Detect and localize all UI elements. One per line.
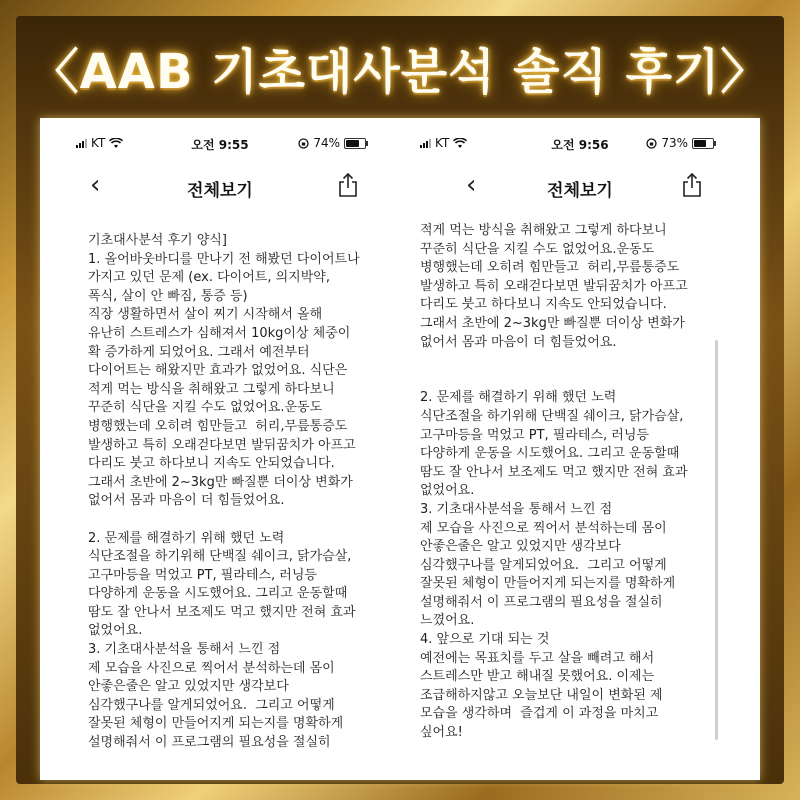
back-button[interactable]: ‹ [90,170,101,200]
review-text: 기초대사분석 후기 양식] 1. 올어바웃바디를 만나기 전 해봤던 다이어트나 가지고 있던 문제 (ex. 다이어트, 의지박약, 폭식, 살이 안 빠짐, 통증 등) 직장 생활하면서 살이 찌기 시작해서 올해 유난히 스트레스가 심해져서 10kg이상 체중이 확 증가하게 되었어요. 그래서 예전부터 다이어트는 해왔지만 효과가 없었어요. 식단은 적게 먹는 방식을 취해왔고 그렇게 하다보니 꾸준히 식단을 지킬 수도 없었어요.운동도 병행했는데 오히려 힘만들고 허리,무릎통증도 발생하고 특히 오래걷다보면 발뒤꿈치가 아프고 다리도 붓고 하다보니 지속도 안되었습니다. 그래서 초반에 2~3kg만 빠질뿐 더이상 변화가 없어서 몸과 마음이 더 힘들었어요. 2. 문제를 해결하기 위해 했던 노력 식단조절을 하기위해 단백질 쉐이크, 닭가슴살, 고구마등을 먹었고 PT, 필라테스, 러닝등 다양하게 운동을 시도했어요. 그리고 운동할때 땀도 잘 안나서 보조제도 먹고 했지만 전혀 효과 없었어요. 3. 기초대사분석을 통해서 느낀 점 제 모습을 사진으로 찍어서 분석하는데 몸이 안좋은줄은 알고 있었지만 생각보다 심각했구나를 알게되었어요. 그리고 어떻게 잘못된 체형이 만들어지게 되는지를 명확하게 설명해줘서 이 프로그램의 필요성을 절실히 [88,233,360,751]
page-title: 전체보기 [547,181,613,201]
review-text: 적게 먹는 방식을 취해왔고 그렇게 하다보니 꾸준히 식단을 지킬 수도 없었어요.운동도 병행했는데 오히려 힘만들고 허리,무릎통증도 발생하고 특히 오래걷다보면 발뒤꿈치가 아프고 다리도 붓고 하다보니 지속도 안되었습니다. 그래서 초반에 2~3kg만 빠질뿐 더이상 변화가 없어서 몸과 마음이 더 힘들었어요. 2. 문제를 해결하기 위해 했던 노력 식단조절을 하기위해 단백질 쉐이크, 닭가슴살, 고구마등을 먹었고 PT, 필라테스, 러닝등 다양하게 운동을 시도했어요. 그리고 운동할때 땀도 잘 안나서 보조제도 먹고 했지만 전혀 효과 없었어요. 3. 기초대사분석을 통해서 느낀 점 제 모습을 사진으로 찍어서 분석하는데 몸이 안좋은줄은 알고 있었지만 생각보다 심각했구나를 알게되었어요. 그리고 어떻게 잘못된 체형이 만들어지게 되는지를 명확하게 설명해줘서 이 프로그램의 필요성을 절실히 느꼈어요. 4. 앞으로 기대 되는 것 예전에는 목표치를 두고 살을 빼려고 해서 스트레스만 받고 해내질 못했어요. 이제는 조급해하지않고 오늘보단 내일이 변화된 제 모습을 생각하며 즐겁게 이 과정을 마치고 싶어요! [420,223,688,741]
nav-bar [40,166,400,206]
clock: 오전 9:55 [191,138,249,152]
battery-icon [692,138,714,149]
scrollbar[interactable] [715,340,718,740]
page-title: 전체보기 [187,181,253,201]
share-icon[interactable] [336,172,360,198]
battery-icon [344,138,366,149]
rotation-lock-icon [646,138,657,149]
share-icon[interactable] [680,172,704,198]
battery-percent: 74% [313,136,340,150]
carrier-label: KT [91,136,106,150]
rotation-lock-icon [298,138,309,149]
phone-screenshot-right [400,118,760,780]
screenshots-panel [40,118,760,780]
nav-bar [400,166,760,206]
status-bar [400,132,760,154]
carrier-label: KT [435,136,450,150]
clock: 오전 9:56 [551,138,609,152]
banner-title: 〈AAB 기초대사분석 솔직 후기〉 [30,43,770,100]
battery-percent: 73% [661,136,688,150]
back-button[interactable]: ‹ [466,170,477,200]
phone-screenshot-left [40,118,400,780]
status-bar [40,132,400,154]
